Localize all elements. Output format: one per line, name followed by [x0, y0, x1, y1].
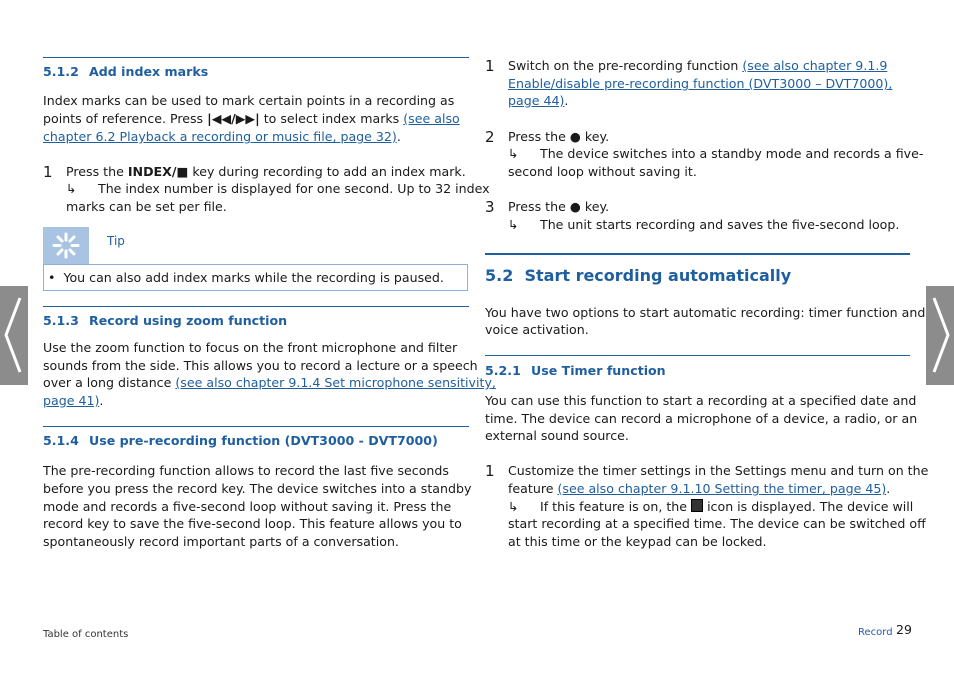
step-text	[508, 198, 609, 216]
table-of-contents-link[interactable]: Table of contents	[43, 629, 129, 640]
cross-reference-link[interactable]: Enable/disable pre-recording function (DVT3000 – DVT7000),	[508, 76, 893, 91]
step-text	[508, 57, 887, 75]
chevron-right-icon	[926, 286, 954, 385]
stop-square-icon: ■	[176, 164, 189, 179]
cross-reference-link[interactable]: chapter 6.2 Playback a recording or music file, page 32)	[43, 129, 397, 144]
text: Press the	[508, 199, 566, 214]
text: You can also add index marks while the recording is paused.	[63, 270, 444, 285]
sparkle-icon	[43, 227, 89, 264]
chevron-left-icon	[0, 286, 28, 385]
section-divider	[485, 253, 910, 255]
step-text: Customize the timer settings in the Settings menu and turn on the	[508, 463, 929, 478]
text: over a long distance	[43, 375, 172, 390]
tip-label: Tip	[107, 234, 125, 248]
step-text	[508, 128, 609, 146]
heading-number: 5.1.2	[43, 64, 79, 79]
text: icon is displayed. The device will	[707, 499, 914, 514]
text: to select index marks	[263, 111, 400, 126]
heading-number: 5.2.1	[485, 363, 521, 378]
text: points of reference. Press	[43, 111, 204, 126]
text: feature	[508, 481, 554, 496]
paragraph: You have two options to start automatic recording: timer function and	[485, 305, 926, 320]
text: key.	[584, 199, 610, 214]
paragraph: spontaneously record important parts of a conversation.	[43, 534, 399, 549]
result-arrow-icon: ↳	[508, 499, 519, 514]
cross-reference-link[interactable]: page 41)	[43, 393, 100, 408]
paragraph: The pre-recording function allows to record the last five seconds	[43, 463, 449, 478]
tip-text	[48, 269, 444, 287]
result-arrow-icon: ↳	[508, 217, 519, 232]
step-result	[508, 216, 899, 234]
text: key during recording to add an index mark.	[192, 164, 466, 179]
step-result: marks can be set per file.	[66, 199, 227, 214]
step-text: feature (see also chapter 9.1.10 Setting the timer, page 45).	[508, 481, 891, 496]
record-dot-icon: ●	[569, 129, 581, 144]
section-divider	[43, 306, 469, 307]
paragraph: time. The device can record a microphone of a device, a radio, or an	[485, 411, 918, 426]
paragraph	[43, 110, 460, 128]
cross-reference-link[interactable]: page 44)	[508, 93, 565, 108]
heading-5-2-1	[485, 362, 666, 380]
step-result	[66, 180, 490, 198]
section-divider	[43, 426, 469, 427]
paragraph: voice activation.	[485, 322, 589, 337]
step-number: 3	[485, 198, 495, 216]
record-dot-icon: ●	[569, 199, 581, 214]
step-result	[508, 145, 923, 163]
heading-number: 5.1.3	[43, 313, 79, 328]
paragraph: chapter 6.2 Playback a recording or music file, page 32).	[43, 129, 401, 144]
paragraph: external sound source.	[485, 428, 629, 443]
section-divider	[43, 57, 469, 58]
text: If this feature is on, the	[540, 499, 688, 514]
step-text	[508, 75, 892, 93]
text: Press the	[66, 164, 124, 179]
cross-reference-link[interactable]: (see also chapter 9.1.9	[742, 58, 888, 73]
step-result: at this time or the keypad can be locked.	[508, 534, 767, 549]
previous-page-button[interactable]	[0, 286, 28, 385]
heading-title: Add index marks	[89, 64, 209, 79]
paragraph: page 41).	[43, 393, 104, 408]
text: The device switches into a standby mode and records a five-	[540, 146, 924, 161]
result-arrow-icon: ↳	[66, 181, 77, 196]
paragraph: before you press the record key. The device switches into a standby	[43, 481, 472, 496]
paragraph	[43, 374, 496, 392]
text: The index number is displayed for one second. Up to 32 index	[98, 181, 490, 196]
timer-icon	[691, 499, 703, 512]
heading-5-1-2	[43, 63, 208, 81]
heading-title: Use pre-recording function (DVT3000 - DVT7000)	[89, 433, 438, 448]
heading-title: Start recording automatically	[524, 266, 792, 285]
step-number: 1	[485, 462, 495, 480]
paragraph: sounds from the side. This allows you to record a lecture or a speech	[43, 358, 478, 373]
heading-title: Record using zoom function	[89, 313, 288, 328]
paragraph: record key to save the five-second loop. This feature allows you to	[43, 516, 462, 531]
heading-5-2	[485, 267, 791, 285]
step-number: 2	[485, 128, 495, 146]
paragraph: mode and records a five-second loop without saving it. Press the	[43, 499, 452, 514]
text: key.	[584, 129, 610, 144]
bullet-icon: •	[48, 270, 64, 285]
paragraph: You can use this function to start a recording at a specified date and	[485, 393, 917, 408]
tip-icon-box	[43, 227, 89, 264]
paragraph: Use the zoom function to focus on the front microphone and filter	[43, 340, 458, 355]
footer-section-label: Record	[858, 627, 893, 638]
heading-5-1-4	[43, 432, 438, 450]
step-text	[66, 163, 466, 181]
step-result	[508, 498, 913, 516]
text: The unit starts recording and saves the five-second loop.	[540, 217, 900, 232]
text: Switch on the pre-recording function	[508, 58, 739, 73]
heading-title: Use Timer function	[531, 363, 666, 378]
text: Press the	[508, 129, 566, 144]
paragraph: Index marks can be used to mark certain points in a recording as	[43, 93, 455, 108]
next-page-button[interactable]	[926, 286, 954, 385]
heading-number: 5.2	[485, 266, 514, 285]
index-key-label: INDEX/	[127, 164, 177, 179]
heading-number: 5.1.4	[43, 433, 79, 448]
cross-reference-link[interactable]: (see also chapter 9.1.10 Setting the timer, page 45)	[557, 481, 887, 496]
heading-5-1-3	[43, 312, 287, 330]
step-number: 1	[485, 57, 495, 75]
section-divider	[485, 355, 910, 356]
result-arrow-icon: ↳	[508, 146, 519, 161]
step-result: second loop without saving it.	[508, 164, 697, 179]
prev-next-key-icon: |◀◀/▶▶|	[207, 111, 260, 126]
cross-reference-link[interactable]: (see also chapter 9.1.4 Set microphone sensitivity,	[175, 375, 496, 390]
page-number: 29	[896, 622, 912, 637]
step-text: page 44).	[508, 93, 569, 108]
cross-reference-link[interactable]: (see also	[403, 111, 460, 126]
step-result: start recording at a specified time. The device can be switched off	[508, 516, 926, 531]
step-number: 1	[43, 163, 53, 181]
